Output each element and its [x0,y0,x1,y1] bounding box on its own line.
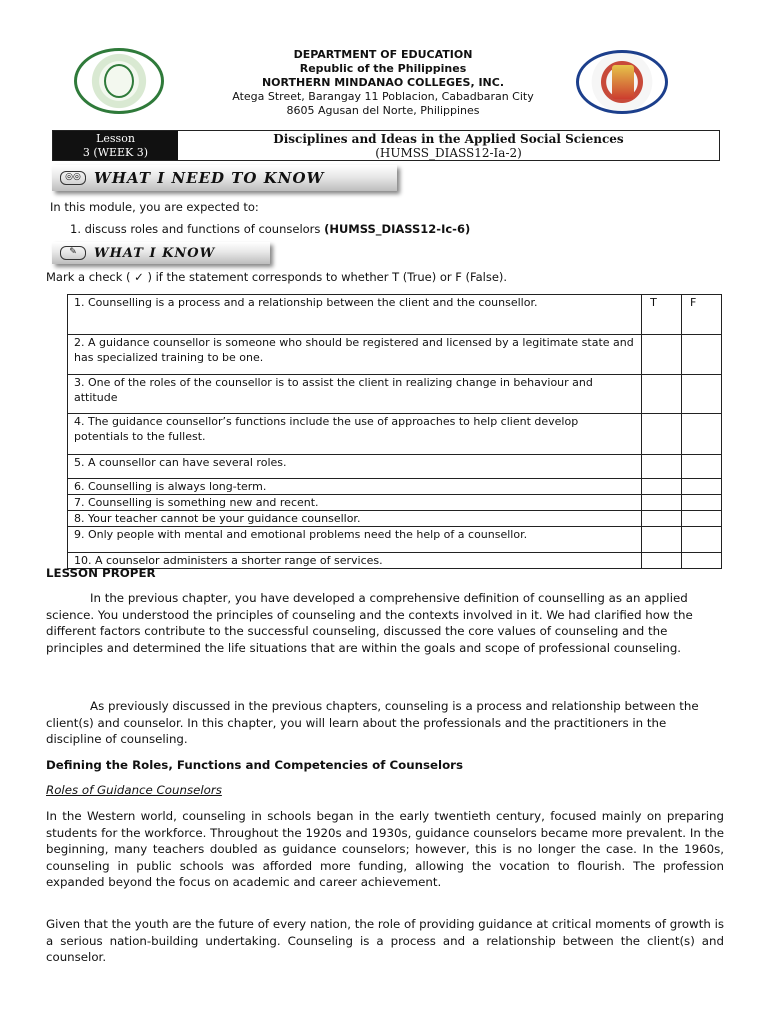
false-column-header: F [682,295,722,335]
true-check-cell[interactable] [642,511,682,527]
table-row [68,335,722,375]
table-row [68,511,722,527]
false-check-cell[interactable] [682,527,722,553]
true-column-header: T [642,295,682,335]
statement-cell: 8. Your teacher cannot be your guidance counsellor. [68,511,642,527]
true-check-cell[interactable] [642,495,682,511]
true-check-cell[interactable] [642,455,682,479]
statement-cell: 9. Only people with mental and emotional problems need the help of a counsellor. [68,527,642,553]
thinking-icon: ✎ [60,246,86,260]
lesson-title: Disciplines and Ideas in the Applied Social Sciences [273,132,624,146]
statement-cell: 2. A guidance counsellor is someone who should be registered and licensed by a legitimate state and has specialized training to be one. [68,335,642,375]
document-header [0,44,768,120]
binoculars-icon: ◎◎ [60,171,86,185]
header-college: NORTHERN MINDANAO COLLEGES, INC. [261,76,505,89]
lesson-paragraph-2: As previously discussed in the previous chapters, counseling is a process and relationship between the client(s) and counselor. In this chapter, you will learn about the professionals and the practitioners in the discipline of counseling. [46,699,699,747]
college-seal-icon [74,48,164,114]
lesson-number [53,131,178,160]
false-check-cell[interactable] [682,414,722,455]
false-check-cell[interactable] [682,495,722,511]
header-republic: Republic of the Philippines [299,62,467,75]
lesson-proper-heading: LESSON PROPER [46,566,156,580]
objective-item [70,221,470,237]
objective-text: 1. discuss roles and functions of counselors [70,222,325,236]
false-check-cell[interactable] [682,335,722,375]
lesson-code: (HUMSS_DIASS12-Ia-2) [375,146,522,160]
header-department: DEPARTMENT OF EDUCATION [293,48,473,61]
statement-cell: 10. A counselor administers a shorter range of services. [68,553,642,569]
what-i-need-to-know-banner [52,165,397,191]
subsection-heading: Roles of Guidance Counselors [46,783,222,797]
header-text [190,48,576,118]
lesson-paragraph-4: Given that the youth are the future of every nation, the role of providing guidance at critical moments of growth is a serious nation-building undertaking. Counseling is a process and a relationship between the client(s) and counselor. [46,917,724,965]
banner-title: WHAT I KNOW [94,245,216,261]
header-province: 8605 Agusan del Norte, Philippines [286,104,480,117]
false-check-cell[interactable] [682,511,722,527]
statement-cell: 5. A counsellor can have several roles. [68,455,642,479]
module-intro: In this module, you are expected to: [50,200,259,214]
table-row [68,495,722,511]
true-false-table [67,294,722,569]
lesson-title-box [52,130,720,161]
false-check-cell[interactable] [682,455,722,479]
false-check-cell[interactable] [682,479,722,495]
table-row [68,527,722,553]
deped-seal-icon [576,50,668,114]
statement-cell: 1. Counselling is a process and a relationship between the client and the counsellor. [68,295,642,335]
table-row [68,375,722,414]
quiz-instruction: Mark a check ( ✓ ) if the statement corresponds to whether T (True) or F (False). [46,270,508,284]
lesson-subject [178,131,719,160]
lesson-paragraph-3: In the Western world, counseling in schools began in the early twentieth century, focused mainly on preparing students for the workforce. Throughout the 1920s and 1930s, guidance counselors became more prevalent. In the beginning, many teachers doubled as guidance counselors; however, this is no longer the case. In the 1960s, counseling in public schools was afforded more funding, allowing the vocation to flourish. The profession expanded beyond the focus on academic and career achievement. [46,809,724,890]
table-row [68,295,722,335]
table-row [68,414,722,455]
true-check-cell[interactable] [642,479,682,495]
statement-cell: 7. Counselling is something new and recent. [68,495,642,511]
true-check-cell[interactable] [642,335,682,375]
true-check-cell[interactable] [642,414,682,455]
header-address: Atega Street, Barangay 11 Poblacion, Cabadbaran City [232,90,534,103]
banner-title: WHAT I NEED TO KNOW [94,169,325,187]
true-check-cell[interactable] [642,527,682,553]
objective-code: (HUMSS_DIASS12-Ic-6) [324,222,471,236]
lesson-week: 3 (WEEK 3) [82,146,149,159]
true-check-cell[interactable] [642,375,682,414]
statement-cell: 4. The guidance counsellor’s functions include the use of approaches to help client develop potentials to the fullest. [68,414,642,455]
table-row [68,455,722,479]
what-i-know-banner [52,242,270,264]
false-check-cell[interactable] [682,375,722,414]
section-heading: Defining the Roles, Functions and Competencies of Counselors [46,758,464,772]
table-row [68,479,722,495]
statement-cell: 3. One of the roles of the counsellor is to assist the client in realizing change in behaviour and attitude [68,375,642,414]
lesson-label: Lesson [96,132,135,145]
lesson-paragraph-1: In the previous chapter, you have developed a comprehensive definition of counselling as an applied science. You understood the principles of counseling and the contexts involved in it. We had clarified how the different factors contribute to the successful counseling, discussed the core values of counseling and the principles and determined the life situations that are within the goals and scope of professional counseling. [46,591,693,655]
statement-cell: 6. Counselling is always long-term. [68,479,642,495]
